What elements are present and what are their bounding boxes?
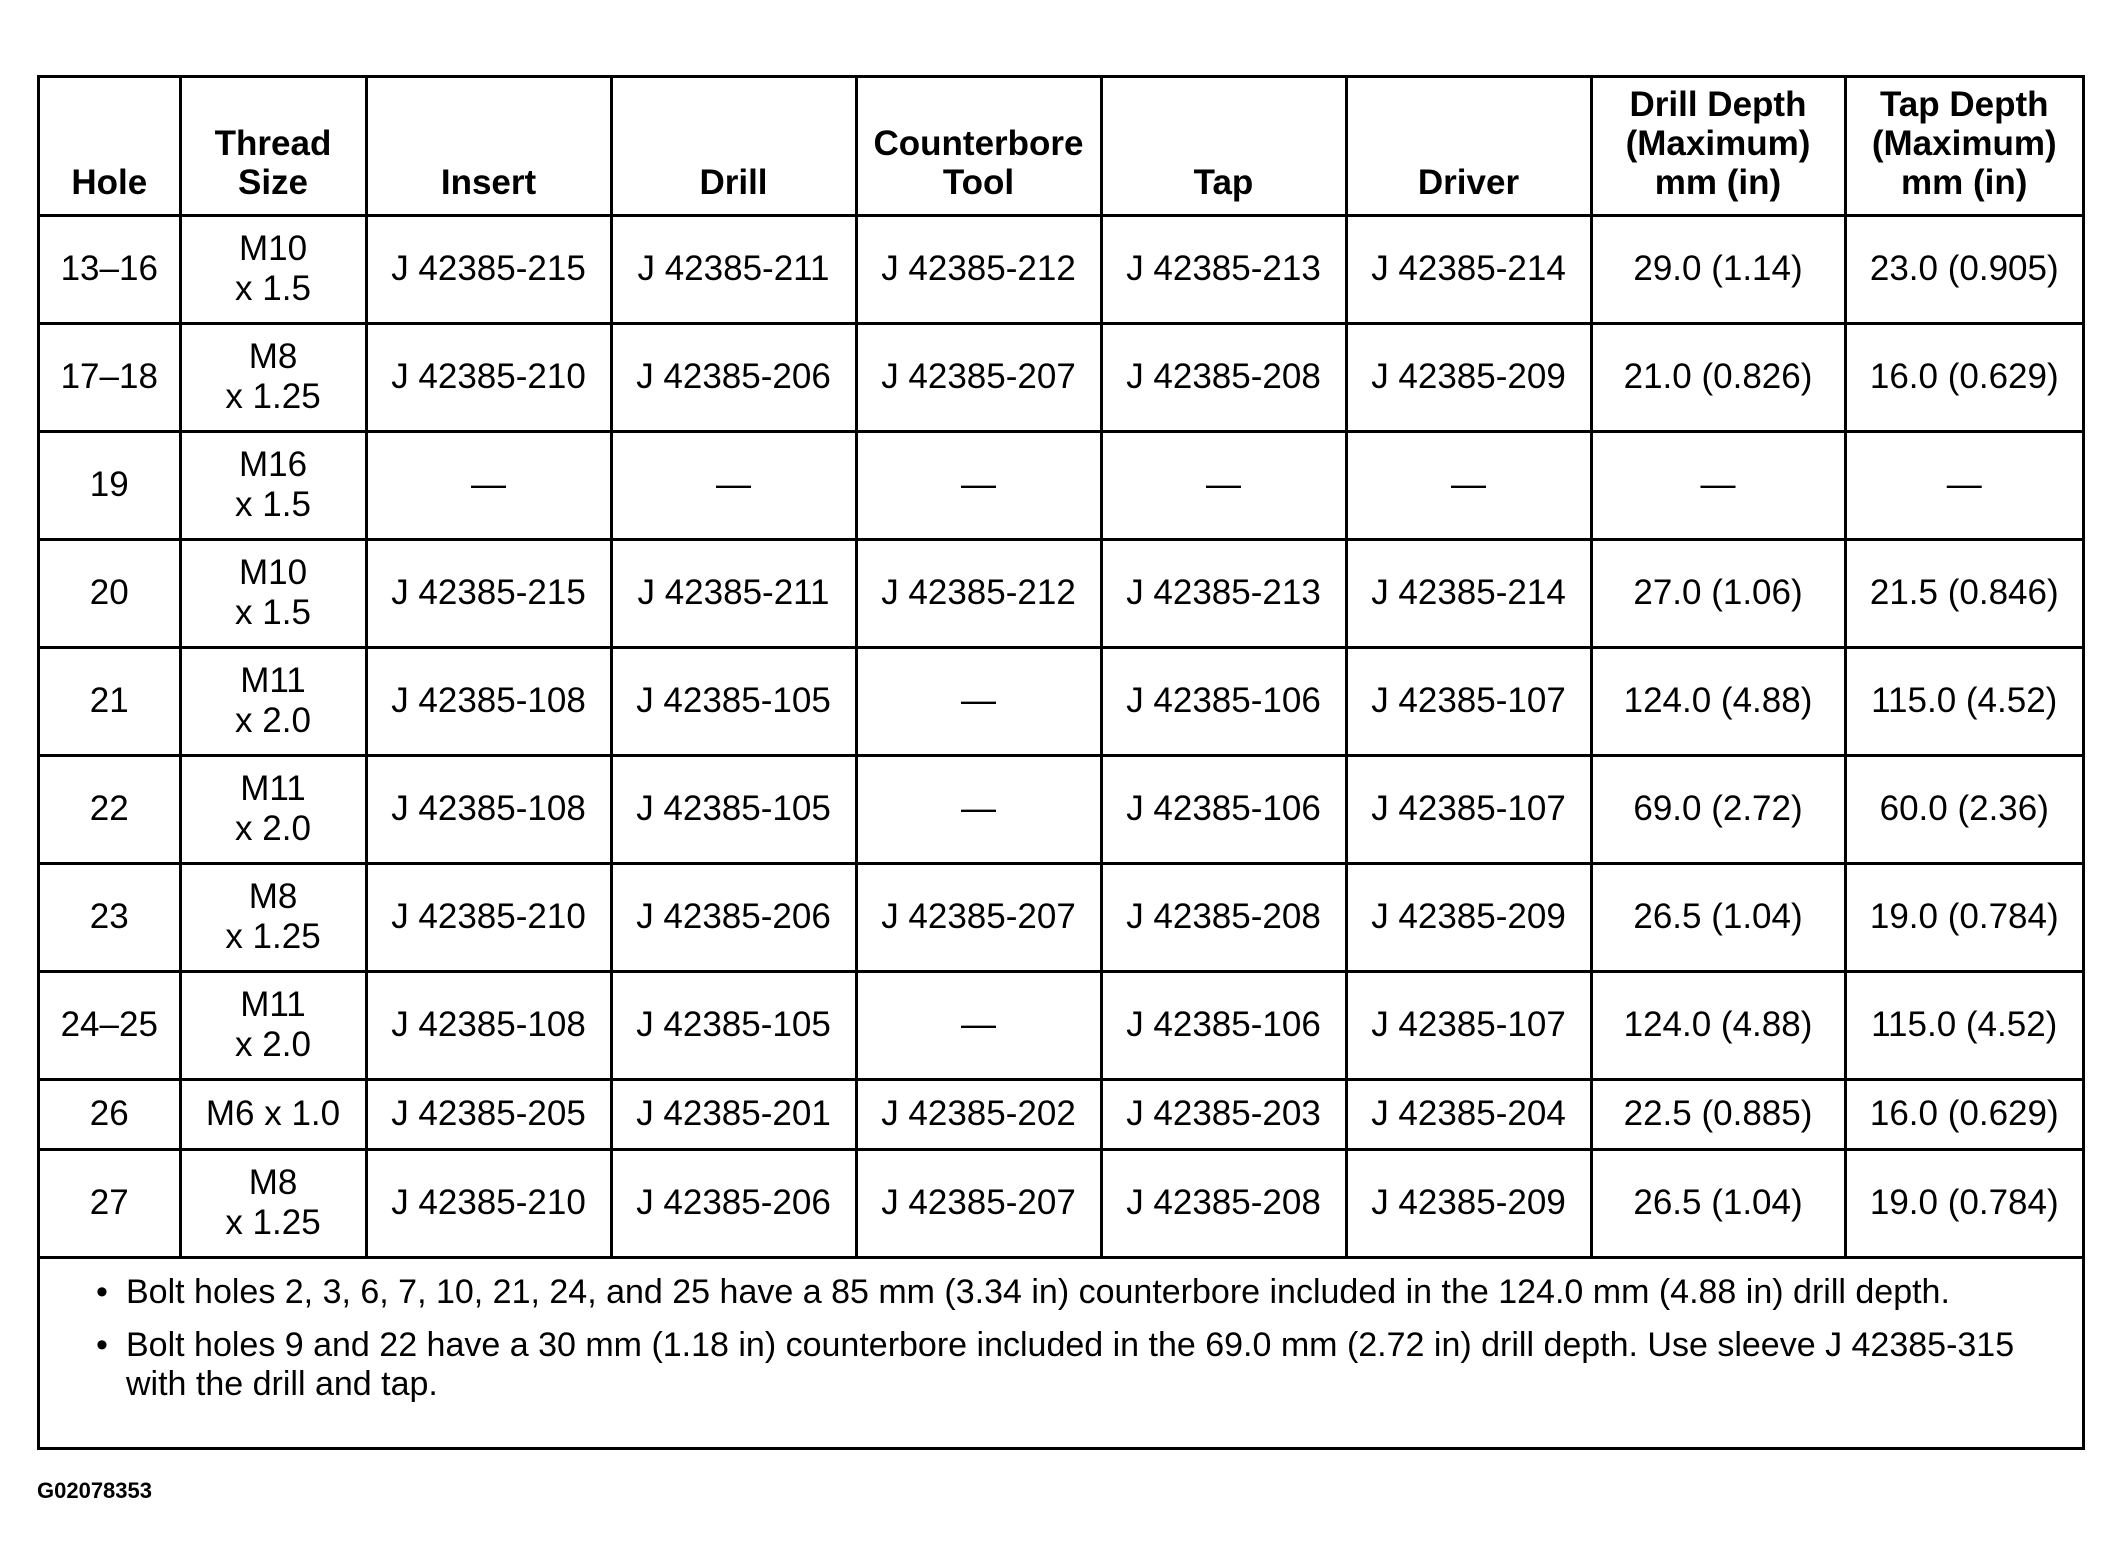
column-header-tap-depth (1845, 78, 2082, 215)
thread-line: x 1.5 (235, 269, 311, 308)
header-line: Size (237, 162, 309, 202)
thread-line: M8 (248, 1163, 298, 1202)
thread-line: M8 (248, 337, 298, 376)
cell-driver: J 42385-204 (1346, 1079, 1591, 1149)
cell-tap-depth: 115.0 (4.52) (1845, 647, 2082, 755)
cell-drill: J 42385-206 (611, 863, 856, 971)
cell-drill-depth: 124.0 (4.88) (1591, 647, 1845, 755)
table-row (40, 539, 2082, 647)
cell-counterbore: J 42385-207 (856, 863, 1101, 971)
cell-tap-depth: 19.0 (0.784) (1845, 863, 2082, 971)
header-row (40, 78, 2082, 215)
cell-hole: 20 (40, 539, 180, 647)
cell-tap-depth: — (1845, 431, 2082, 539)
cell-tap: J 42385-106 (1101, 971, 1346, 1079)
cell-driver: J 42385-209 (1346, 863, 1591, 971)
cell-drill: J 42385-201 (611, 1079, 856, 1149)
cell-hole: 24–25 (40, 971, 180, 1079)
cell-counterbore: — (856, 971, 1101, 1079)
cell-driver: J 42385-209 (1346, 1149, 1591, 1257)
cell-thread (180, 863, 366, 971)
cell-drill-depth: 22.5 (0.885) (1591, 1079, 1845, 1149)
cell-drill: J 42385-206 (611, 1149, 856, 1257)
cell-hole: 13–16 (40, 215, 180, 323)
cell-tap-depth: 16.0 (0.629) (1845, 323, 2082, 431)
cell-counterbore: J 42385-207 (856, 1149, 1101, 1257)
thread-line: x 2.0 (235, 1025, 311, 1064)
cell-tap-depth: 115.0 (4.52) (1845, 971, 2082, 1079)
thread-line: x 1.25 (225, 377, 321, 416)
thread-line: M6 x 1.0 (205, 1094, 341, 1133)
cell-driver: J 42385-107 (1346, 971, 1591, 1079)
cell-driver: — (1346, 431, 1591, 539)
cell-hole: 23 (40, 863, 180, 971)
header-line: Drill (699, 162, 768, 202)
cell-counterbore: — (856, 647, 1101, 755)
cell-tap-depth: 21.5 (0.846) (1845, 539, 2082, 647)
column-header-hole (40, 78, 180, 215)
cell-tap-depth: 60.0 (2.36) (1845, 755, 2082, 863)
cell-tap: J 42385-213 (1101, 539, 1346, 647)
cell-thread (180, 539, 366, 647)
cell-tap-depth: 19.0 (0.784) (1845, 1149, 2082, 1257)
cell-thread (180, 971, 366, 1079)
cell-drill-depth: 69.0 (2.72) (1591, 755, 1845, 863)
note-line: Bolt holes 2, 3, 6, 7, 10, 21, 24, and 25 have a 85 mm (3.34 in) counterbore included in the 124.0 mm (4.88 in) (126, 1272, 1784, 1311)
cell-driver: J 42385-209 (1346, 323, 1591, 431)
bullet-icon: • (96, 1325, 108, 1364)
tool-spec-document (37, 75, 2085, 1450)
cell-tap: J 42385-208 (1101, 323, 1346, 431)
table-header (40, 78, 2082, 215)
cell-tap: — (1101, 431, 1346, 539)
cell-thread (180, 755, 366, 863)
cell-insert: J 42385-215 (366, 539, 611, 647)
thread-line: x 2.0 (235, 809, 311, 848)
cell-drill: J 42385-206 (611, 323, 856, 431)
header-line: mm (in) (1901, 162, 2028, 202)
cell-drill: J 42385-105 (611, 971, 856, 1079)
cell-drill-depth: 29.0 (1.14) (1591, 215, 1845, 323)
thread-line: x 1.5 (235, 485, 311, 524)
cell-counterbore: J 42385-202 (856, 1079, 1101, 1149)
note-line: drill depth. (1793, 1272, 1950, 1311)
table-row (40, 323, 2082, 431)
cell-drill-depth: 21.0 (0.826) (1591, 323, 1845, 431)
column-header-insert (366, 78, 611, 215)
cell-driver: J 42385-107 (1346, 647, 1591, 755)
cell-tap-depth: 16.0 (0.629) (1845, 1079, 2082, 1149)
cell-counterbore: — (856, 431, 1101, 539)
figure-id: G02078353 (37, 1478, 152, 1503)
cell-drill-depth: 26.5 (1.04) (1591, 1149, 1845, 1257)
cell-drill: J 42385-211 (611, 539, 856, 647)
cell-counterbore: J 42385-212 (856, 539, 1101, 647)
cell-driver: J 42385-214 (1346, 539, 1591, 647)
note-item (90, 1273, 2052, 1312)
header-line: Counterbore (873, 123, 1084, 163)
cell-hole: 19 (40, 431, 180, 539)
cell-tap-depth: 23.0 (0.905) (1845, 215, 2082, 323)
cell-insert: J 42385-108 (366, 647, 611, 755)
header-line: Hole (71, 162, 148, 202)
notes-section (40, 1259, 2082, 1404)
header-line: Tap Depth (1879, 84, 2049, 124)
cell-tap: J 42385-208 (1101, 1149, 1346, 1257)
cell-insert: J 42385-215 (366, 215, 611, 323)
header-line: (Maximum) (1871, 123, 2057, 163)
table-body (40, 215, 2082, 1257)
cell-tap: J 42385-213 (1101, 215, 1346, 323)
cell-driver: J 42385-107 (1346, 755, 1591, 863)
cell-tap: J 42385-106 (1101, 755, 1346, 863)
table-row (40, 215, 2082, 323)
cell-hole: 26 (40, 1079, 180, 1149)
thread-line: M16 (238, 445, 308, 484)
thread-line: M10 (238, 553, 308, 592)
note-item (90, 1326, 2052, 1404)
header-line: Drill Depth (1629, 84, 1807, 124)
cell-thread (180, 1149, 366, 1257)
cell-thread (180, 215, 366, 323)
column-header-driver (1346, 78, 1591, 215)
column-header-drill-depth (1591, 78, 1845, 215)
table-row (40, 1079, 2082, 1149)
header-line: Tap (1193, 162, 1254, 202)
note-line: Bolt holes 9 and 22 have a 30 mm (1.18 in) counterbore included in the 69.0 mm (2.72 in) drill depth. Use sleeve (126, 1325, 1816, 1364)
cell-insert: J 42385-108 (366, 971, 611, 1079)
cell-tap: J 42385-203 (1101, 1079, 1346, 1149)
cell-drill-depth: — (1591, 431, 1845, 539)
cell-hole: 17–18 (40, 323, 180, 431)
cell-insert: J 42385-205 (366, 1079, 611, 1149)
table-row (40, 647, 2082, 755)
cell-thread (180, 647, 366, 755)
cell-hole: 21 (40, 647, 180, 755)
cell-tap: J 42385-208 (1101, 863, 1346, 971)
cell-drill: J 42385-105 (611, 647, 856, 755)
thread-line: x 1.5 (235, 593, 311, 632)
bullet-icon: • (96, 1272, 108, 1311)
header-line: mm (in) (1654, 162, 1782, 202)
thread-line: M11 (240, 769, 306, 808)
cell-drill-depth: 26.5 (1.04) (1591, 863, 1845, 971)
cell-hole: 27 (40, 1149, 180, 1257)
cell-insert: J 42385-210 (366, 323, 611, 431)
cell-drill-depth: 124.0 (4.88) (1591, 971, 1845, 1079)
table-row (40, 755, 2082, 863)
cell-counterbore: — (856, 755, 1101, 863)
cell-insert: J 42385-210 (366, 863, 611, 971)
note-line: J 42385-315 with the drill and tap. (126, 1325, 2015, 1403)
thread-line: x 1.25 (225, 1203, 321, 1242)
header-line: Thread (214, 123, 332, 163)
cell-tap: J 42385-106 (1101, 647, 1346, 755)
cell-drill: J 42385-211 (611, 215, 856, 323)
column-header-counterbore-tool (856, 78, 1101, 215)
cell-thread (180, 323, 366, 431)
header-line: Insert (440, 162, 537, 202)
thread-line: M10 (238, 229, 308, 268)
cell-hole: 22 (40, 755, 180, 863)
header-line: (Maximum) (1625, 123, 1811, 163)
thread-line: M11 (240, 661, 306, 700)
cell-insert: — (366, 431, 611, 539)
header-line: Tool (942, 162, 1015, 202)
cell-drill: — (611, 431, 856, 539)
cell-counterbore: J 42385-207 (856, 323, 1101, 431)
cell-driver: J 42385-214 (1346, 215, 1591, 323)
table-row (40, 1149, 2082, 1257)
cell-insert: J 42385-108 (366, 755, 611, 863)
column-header-tap (1101, 78, 1346, 215)
cell-drill-depth: 27.0 (1.06) (1591, 539, 1845, 647)
cell-thread (180, 431, 366, 539)
thread-line: x 1.25 (225, 917, 321, 956)
thread-line: x 2.0 (235, 701, 311, 740)
column-header-drill (611, 78, 856, 215)
cell-insert: J 42385-210 (366, 1149, 611, 1257)
thread-line: M8 (248, 877, 298, 916)
thread-line: M11 (240, 985, 306, 1024)
cell-drill: J 42385-105 (611, 755, 856, 863)
table-row (40, 431, 2082, 539)
tool-spec-table (40, 78, 2082, 1259)
column-header-thread-size (180, 78, 366, 215)
table-row (40, 863, 2082, 971)
cell-thread (180, 1079, 366, 1149)
header-line: Driver (1417, 162, 1520, 202)
cell-counterbore: J 42385-212 (856, 215, 1101, 323)
table-row (40, 971, 2082, 1079)
